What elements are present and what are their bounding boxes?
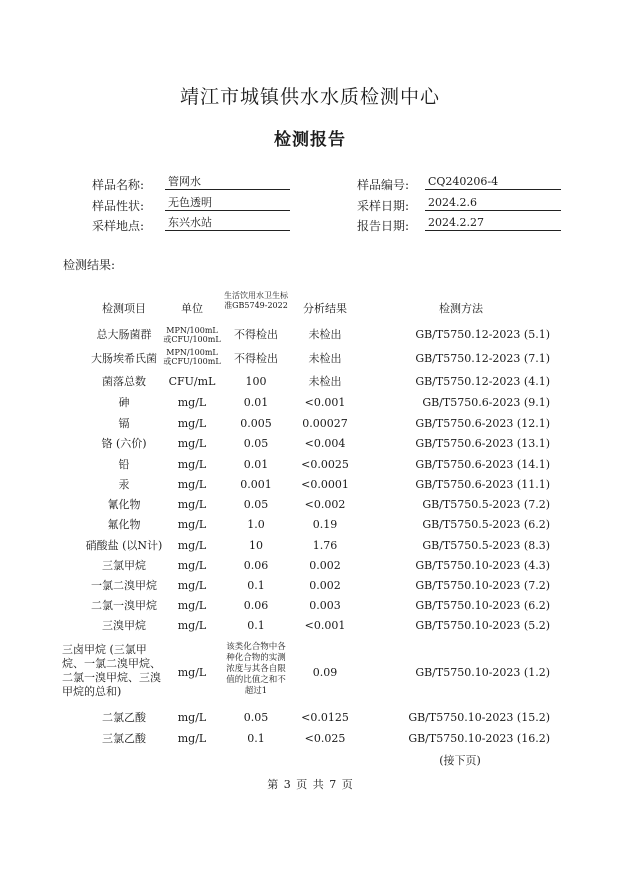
- row-standard: 0.01: [243, 396, 269, 409]
- row-result: 0.00027: [302, 417, 348, 430]
- row-method: GB/T5750.5-2023 (6.2): [422, 518, 550, 531]
- row-result: 未检出: [308, 375, 342, 388]
- row-item: 二氯乙酸: [102, 711, 146, 724]
- row-item: 一氯二溴甲烷: [91, 579, 157, 592]
- org-name: 靖江市城镇供水水质检测中心: [179, 86, 440, 108]
- sample-name-label: 样品名称:: [92, 178, 145, 192]
- row-item: 氰化物: [107, 498, 141, 511]
- row-item: 二氯一溴甲烷: [91, 599, 157, 612]
- row-result: <0.0025: [301, 458, 349, 471]
- row-unit: mg/L: [177, 559, 207, 572]
- row-standard: 不得检出: [234, 352, 278, 365]
- row-standard: 100: [245, 375, 267, 388]
- row-method: GB/T5750.12-2023 (5.1): [415, 328, 550, 341]
- row-item: 铬 (六价): [101, 437, 147, 450]
- row-unit: mg/L: [177, 539, 207, 552]
- row-item: 三卤甲烷 (三氯甲烷、一氯二溴甲烷、二氯一溴甲烷、三溴甲烷的总和): [62, 643, 161, 698]
- row-method: GB/T5750.6-2023 (14.1): [415, 458, 550, 471]
- row-result: 0.003: [309, 599, 341, 612]
- row-result: 未检出: [308, 352, 342, 365]
- results-label: 检测结果:: [63, 258, 116, 272]
- row-item: 汞: [118, 478, 130, 491]
- row-result: 0.002: [309, 579, 341, 592]
- row-item: 三溴甲烷: [102, 619, 146, 632]
- sample-code-label: 样品编号:: [357, 178, 410, 192]
- row-method: GB/T5750.12-2023 (7.1): [415, 352, 550, 365]
- sample-name-value: 管网水: [165, 174, 290, 190]
- row-item: 硝酸盐 (以N计): [85, 539, 163, 552]
- row-item: 镉: [118, 417, 130, 430]
- row-result: 1.76: [312, 539, 338, 552]
- row-unit: mg/L: [177, 396, 207, 409]
- row-method: GB/T5750.5-2023 (8.3): [422, 539, 550, 552]
- row-item: 菌落总数: [102, 375, 146, 388]
- col-header-standard: 生活饮用水卫生标准GB5749-2022: [224, 291, 288, 310]
- row-method: GB/T5750.6-2023 (11.1): [415, 478, 550, 491]
- row-standard: 该类化合物中各种化合物的实测浓度与其各自限值的比值之和不超过1: [226, 642, 286, 696]
- row-method: GB/T5750.10-2023 (16.2): [408, 732, 550, 745]
- row-result: <0.0125: [301, 711, 349, 724]
- row-unit: mg/L: [177, 498, 207, 511]
- row-standard: 不得检出: [234, 328, 278, 341]
- row-method: GB/T5750.6-2023 (9.1): [422, 396, 550, 409]
- sample-location-label: 采样地点:: [92, 219, 145, 233]
- row-unit: mg/L: [177, 666, 207, 679]
- row-method: GB/T5750.6-2023 (13.1): [415, 437, 550, 450]
- row-standard: 0.005: [240, 417, 272, 430]
- row-standard: 0.06: [243, 559, 269, 572]
- row-method: GB/T5750.10-2023 (7.2): [415, 579, 550, 592]
- row-standard: 0.001: [240, 478, 272, 491]
- row-method: GB/T5750.10-2023 (5.2): [415, 619, 550, 632]
- row-method: GB/T5750.10-2023 (1.2): [415, 666, 550, 679]
- row-result: <0.0001: [301, 478, 349, 491]
- row-item: 铅: [118, 458, 130, 471]
- row-result: <0.001: [304, 396, 346, 409]
- row-method: GB/T5750.12-2023 (4.1): [415, 375, 550, 388]
- sample-property-value: 无色透明: [165, 195, 290, 211]
- col-header-unit: 单位: [181, 302, 203, 315]
- row-method: GB/T5750.10-2023 (4.3): [415, 559, 550, 572]
- row-unit: mg/L: [177, 579, 207, 592]
- page-number: 第 3 页 共 7 页: [267, 778, 353, 791]
- row-result: 未检出: [308, 328, 342, 341]
- row-result: <0.001: [304, 619, 346, 632]
- row-unit: MPN/100mL或CFU/100mL: [163, 348, 221, 366]
- row-unit: MPN/100mL或CFU/100mL: [163, 326, 221, 344]
- row-standard: 0.05: [243, 437, 269, 450]
- sample-property-label: 样品性状:: [92, 199, 145, 213]
- col-header-result: 分析结果: [303, 302, 347, 315]
- row-unit: mg/L: [177, 732, 207, 745]
- row-unit: mg/L: [177, 619, 207, 632]
- row-item: 砷: [118, 396, 130, 409]
- row-unit: mg/L: [177, 478, 207, 491]
- sample-date-value: 2024.2.6: [425, 195, 561, 211]
- row-unit: mg/L: [177, 711, 207, 724]
- col-header-method: 检测方法: [439, 302, 483, 315]
- row-standard: 0.05: [243, 498, 269, 511]
- row-result: <0.002: [304, 498, 346, 511]
- row-result: 0.002: [309, 559, 341, 572]
- report-date-value: 2024.2.27: [425, 215, 561, 231]
- row-standard: 0.1: [247, 619, 265, 632]
- sample-location-value: 东兴水站: [165, 215, 290, 231]
- row-unit: mg/L: [177, 458, 207, 471]
- row-item: 氟化物: [107, 518, 141, 531]
- row-item: 三氯甲烷: [102, 559, 146, 572]
- row-item: 三氯乙酸: [102, 732, 146, 745]
- row-standard: 0.01: [243, 458, 269, 471]
- row-unit: mg/L: [177, 417, 207, 430]
- row-standard: 1.0: [247, 518, 265, 531]
- row-standard: 0.1: [247, 579, 265, 592]
- row-result: 0.09: [312, 666, 338, 679]
- row-unit: CFU/mL: [168, 375, 216, 388]
- col-header-item: 检测项目: [102, 302, 146, 315]
- row-item: 大肠埃希氏菌: [91, 352, 157, 365]
- row-unit: mg/L: [177, 599, 207, 612]
- row-result: <0.004: [304, 437, 346, 450]
- row-method: GB/T5750.6-2023 (12.1): [415, 417, 550, 430]
- sample-date-label: 采样日期:: [357, 199, 410, 213]
- row-unit: mg/L: [177, 437, 207, 450]
- sample-code-value: CQ240206-4: [425, 174, 561, 190]
- row-item: 总大肠菌群: [96, 328, 152, 341]
- continued-note: (接下页): [439, 754, 481, 767]
- report-date-label: 报告日期:: [357, 219, 410, 233]
- row-method: GB/T5750.10-2023 (6.2): [415, 599, 550, 612]
- row-standard: 0.1: [247, 732, 265, 745]
- row-result: 0.19: [312, 518, 338, 531]
- row-standard: 0.05: [243, 711, 269, 724]
- row-unit: mg/L: [177, 518, 207, 531]
- row-method: GB/T5750.5-2023 (7.2): [422, 498, 550, 511]
- row-method: GB/T5750.10-2023 (15.2): [408, 711, 550, 724]
- row-result: <0.025: [304, 732, 346, 745]
- report-title: 检测报告: [274, 130, 346, 150]
- row-standard: 0.06: [243, 599, 269, 612]
- row-standard: 10: [249, 539, 263, 552]
